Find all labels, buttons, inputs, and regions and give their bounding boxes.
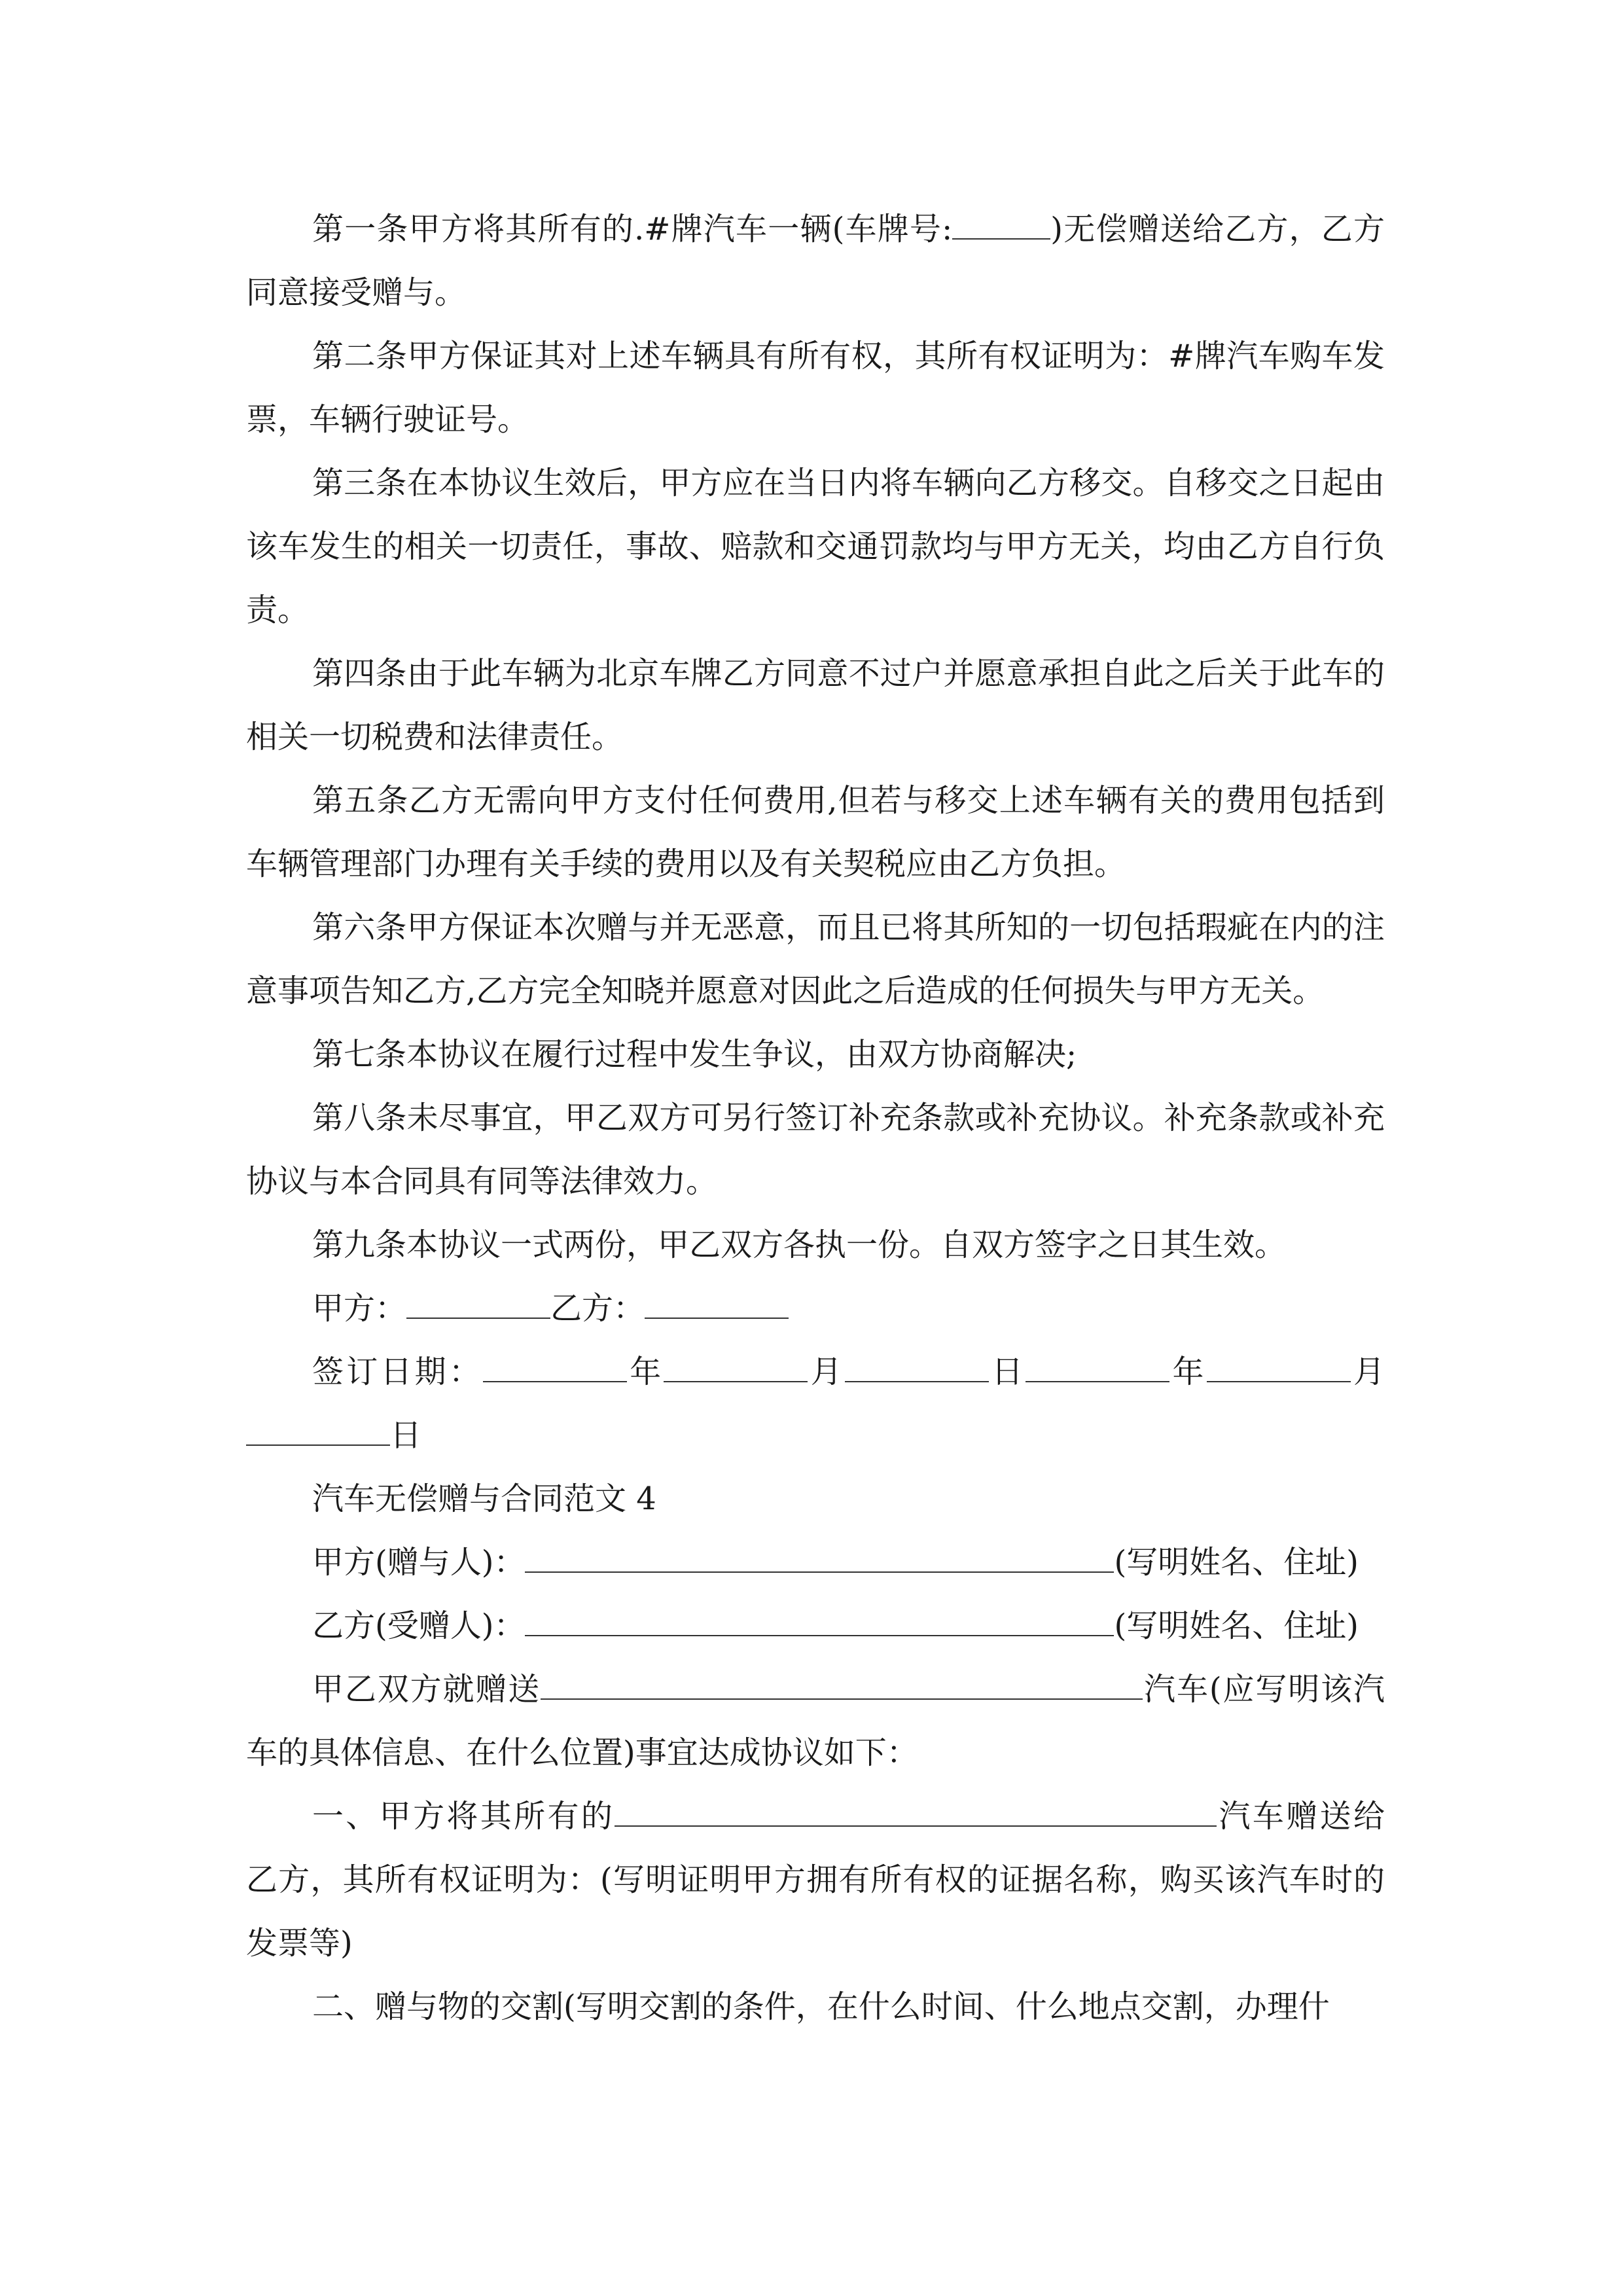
year-label-b: 年: [1169, 1354, 1207, 1390]
intro-paragraph: [246, 1658, 1385, 1785]
plate-number-blank: [952, 209, 1050, 240]
donor-blank: [525, 1543, 1114, 1573]
day-label-a: 日: [988, 1354, 1026, 1390]
article-9: 第九条本协议一式两份，甲乙双方各执一份。自双方签字之日其生效。: [312, 1227, 1287, 1263]
item-2: 二、赠与物的交割(写明交割的条件，在什么时间、什么地点交割，办理什: [312, 1988, 1330, 2025]
year-label-a: 年: [627, 1354, 664, 1390]
donee-note: (写明姓名、住址): [1114, 1607, 1359, 1644]
donee-line: [246, 1594, 1385, 1658]
month-label-b: 月: [1350, 1354, 1385, 1390]
article-1-text-end: )无偿赠送给乙方，乙方同意接受赠与。: [246, 211, 1385, 311]
month-blank-b: [1207, 1352, 1351, 1382]
day-blank-a: [845, 1352, 989, 1382]
month-blank-a: [664, 1352, 808, 1382]
article-5: 第五条乙方无需向甲方支付任何费用,但若与移交上述车辆有关的费用包括到车辆管理部门办理有关手续的费用以及有关契税应由乙方负担。: [246, 782, 1385, 882]
article-4: 第四条由于此车辆为北京车牌乙方同意不过户并愿意承担自此之后关于此车的相关一切税费和法律责任。: [246, 655, 1385, 755]
document-body: [246, 198, 1385, 2039]
party-a-label: 甲方：: [312, 1290, 407, 1327]
day-blank-b: [246, 1416, 390, 1446]
intro-text-end: 汽车(应写明该汽车的具体信息、在什么位置)事宜达成协议如下：: [246, 1671, 1385, 1771]
year-blank-b: [1026, 1352, 1169, 1382]
donor-note: (写明姓名、住址): [1114, 1544, 1359, 1581]
day-label-b: 日: [390, 1417, 422, 1454]
signing-date-label: 签订日期：: [312, 1354, 484, 1390]
car-description-blank: [541, 1670, 1143, 1700]
party-b-label: 乙方：: [550, 1290, 645, 1327]
article-1: [246, 198, 1385, 325]
article-7: 第七条本协议在履行过程中发生争议，由双方协商解决;: [312, 1036, 1077, 1073]
signature-line: [246, 1277, 1385, 1340]
intro-text: 甲乙双方就赠送: [312, 1671, 541, 1708]
party-b-signature-blank: [645, 1289, 789, 1319]
donor-label: 甲方(赠与人)：: [312, 1544, 526, 1581]
owned-car-blank: [615, 1797, 1217, 1827]
donee-label: 乙方(受赠人)：: [312, 1607, 526, 1644]
month-label-a: 月: [808, 1354, 845, 1390]
signing-date-line: [246, 1340, 1385, 1467]
year-blank-a: [483, 1352, 627, 1382]
item-1-text-end: 汽车赠送给乙方，其所有权证明为：(写明证明甲方拥有所有权的证据名称，购买该汽车时的发票等): [246, 1798, 1385, 1962]
article-6: 第六条甲方保证本次赠与并无恶意，而且已将其所知的一切包括瑕疵在内的注意事项告知乙方,乙方完全知晓并愿意对因此之后造成的任何损失与甲方无关。: [246, 909, 1385, 1009]
donor-line: [246, 1531, 1385, 1594]
article-2: 第二条甲方保证其对上述车辆具有所有权，其所有权证明为：#牌汽车购车发票，车辆行驶证号。: [246, 338, 1385, 438]
article-8: 第八条未尽事宜，甲乙双方可另行签订补充条款或补充协议。补充条款或补充协议与本合同具有同等法律效力。: [246, 1100, 1385, 1200]
section-title: 汽车无偿赠与合同范文 4: [312, 1480, 656, 1517]
item-1: [246, 1785, 1385, 1975]
article-3: 第三条在本协议生效后，甲方应在当日内将车辆向乙方移交。自移交之日起由该车发生的相关一切责任，事故、赔款和交通罚款均与甲方无关，均由乙方自行负责。: [246, 465, 1385, 628]
article-1-text: 第一条甲方将其所有的.#牌汽车一辆(车牌号:: [312, 211, 953, 247]
donee-blank: [525, 1606, 1114, 1636]
item-1-text: 一、甲方将其所有的: [312, 1798, 615, 1835]
party-a-signature-blank: [406, 1289, 550, 1319]
